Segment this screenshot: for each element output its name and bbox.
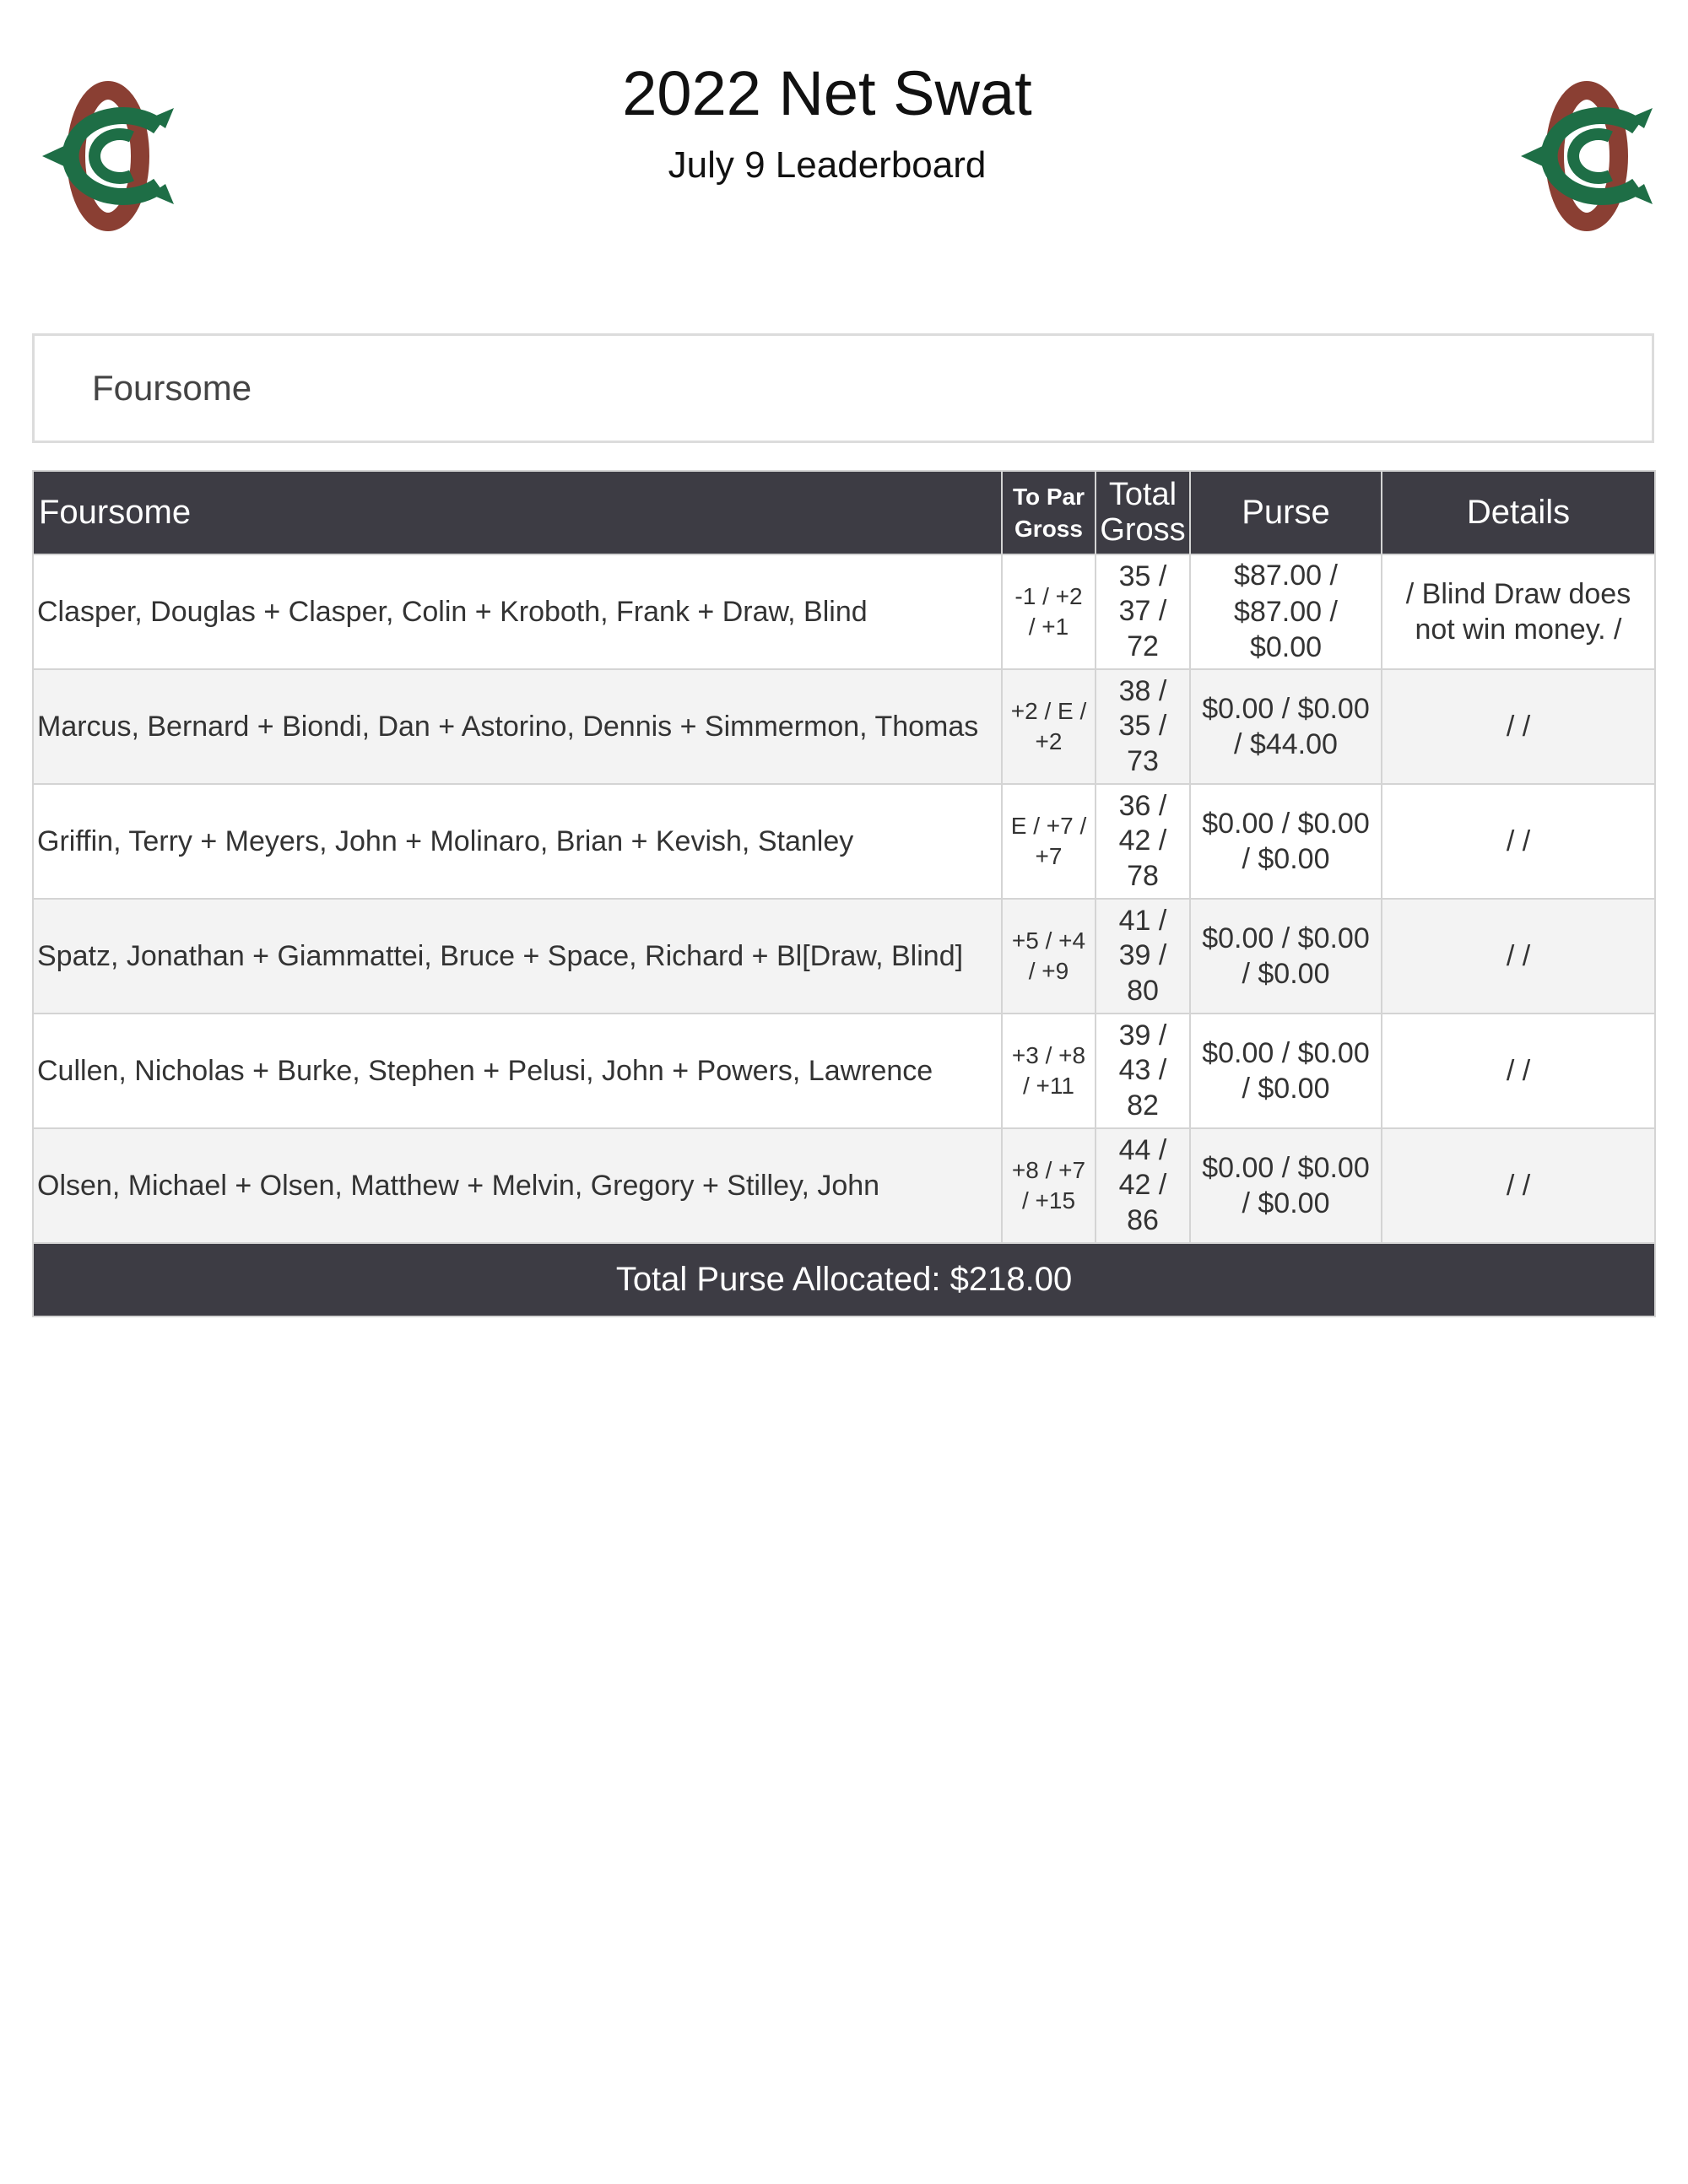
purse-cell: $0.00 / $0.00 / $0.00 (1190, 899, 1382, 1014)
header-purse: Purse (1190, 471, 1382, 554)
table-row (33, 669, 1655, 784)
details-cell: / Blind Draw does not win money. / (1382, 554, 1655, 669)
header-to-par-line2: Gross (1014, 515, 1083, 542)
section-title: Foursome (92, 368, 252, 408)
table-row (33, 899, 1655, 1014)
details-cell: / / (1382, 669, 1655, 784)
page-title: 2022 Net Swat (622, 58, 1032, 128)
header-to-par-line1: To Par (1012, 483, 1085, 510)
table-row (33, 554, 1655, 669)
to-par-cell: +5 / +4 / +9 (1002, 899, 1096, 1014)
foursome-cell: Griffin, Terry + Meyers, John + Molinaro, Brian + Kevish, Stanley (33, 784, 1002, 899)
details-cell: / / (1382, 1128, 1655, 1243)
table-row (33, 1128, 1655, 1243)
page-subtitle: July 9 Leaderboard (668, 144, 987, 186)
purse-cell: $87.00 / $87.00 / $0.00 (1190, 554, 1382, 669)
foursome-cell: Clasper, Douglas + Clasper, Colin + Kroboth, Frank + Draw, Blind (33, 554, 1002, 669)
header-to-par-gross (1002, 471, 1096, 554)
table-row (33, 784, 1655, 899)
to-par-cell: +3 / +8 / +11 (1002, 1014, 1096, 1128)
total-purse-label: Total Purse Allocated: $218.00 (33, 1243, 1655, 1316)
details-cell: / / (1382, 784, 1655, 899)
total-gross-cell: 41 / 39 / 80 (1096, 899, 1190, 1014)
foursome-cell: Olsen, Michael + Olsen, Matthew + Melvin, Gregory + Stilley, John (33, 1128, 1002, 1243)
header-foursome: Foursome (33, 471, 1002, 554)
purse-cell: $0.00 / $0.00 / $0.00 (1190, 1128, 1382, 1243)
details-cell: / / (1382, 899, 1655, 1014)
to-par-cell: E / +7 / +7 (1002, 784, 1096, 899)
purse-cell: $0.00 / $0.00 / $44.00 (1190, 669, 1382, 784)
header-total-gross (1096, 471, 1190, 554)
foursome-cell: Cullen, Nicholas + Burke, Stephen + Pelusi, John + Powers, Lawrence (33, 1014, 1002, 1128)
to-par-cell: -1 / +2 / +1 (1002, 554, 1096, 669)
to-par-cell: +8 / +7 / +15 (1002, 1128, 1096, 1243)
purse-cell: $0.00 / $0.00 / $0.00 (1190, 784, 1382, 899)
purse-cell: $0.00 / $0.00 / $0.00 (1190, 1014, 1382, 1128)
to-par-cell: +2 / E / +2 (1002, 669, 1096, 784)
leaderboard-table (32, 470, 1656, 1317)
table-row (33, 1014, 1655, 1128)
total-gross-cell: 35 / 37 / 72 (1096, 554, 1190, 669)
header-details: Details (1382, 471, 1655, 554)
total-gross-cell: 44 / 42 / 86 (1096, 1128, 1190, 1243)
table-header-row (33, 471, 1655, 554)
foursome-cell: Spatz, Jonathan + Giammattei, Bruce + Space, Richard + Bl[Draw, Blind] (33, 899, 1002, 1014)
details-cell: / / (1382, 1014, 1655, 1128)
header-total-line2: Gross (1100, 511, 1186, 548)
club-monogram-icon (1511, 68, 1663, 253)
club-monogram-logo-left (32, 68, 184, 253)
total-gross-cell: 36 / 42 / 78 (1096, 784, 1190, 899)
total-gross-cell: 39 / 43 / 82 (1096, 1014, 1190, 1128)
foursome-cell: Marcus, Bernard + Biondi, Dan + Astorino, Dennis + Simmermon, Thomas (33, 669, 1002, 784)
club-monogram-logo-right (1511, 68, 1663, 253)
club-monogram-icon (32, 68, 184, 253)
header-total-line1: Total (1108, 476, 1177, 512)
section-panel (32, 333, 1654, 443)
total-gross-cell: 38 / 35 / 73 (1096, 669, 1190, 784)
total-purse-row (33, 1243, 1655, 1316)
